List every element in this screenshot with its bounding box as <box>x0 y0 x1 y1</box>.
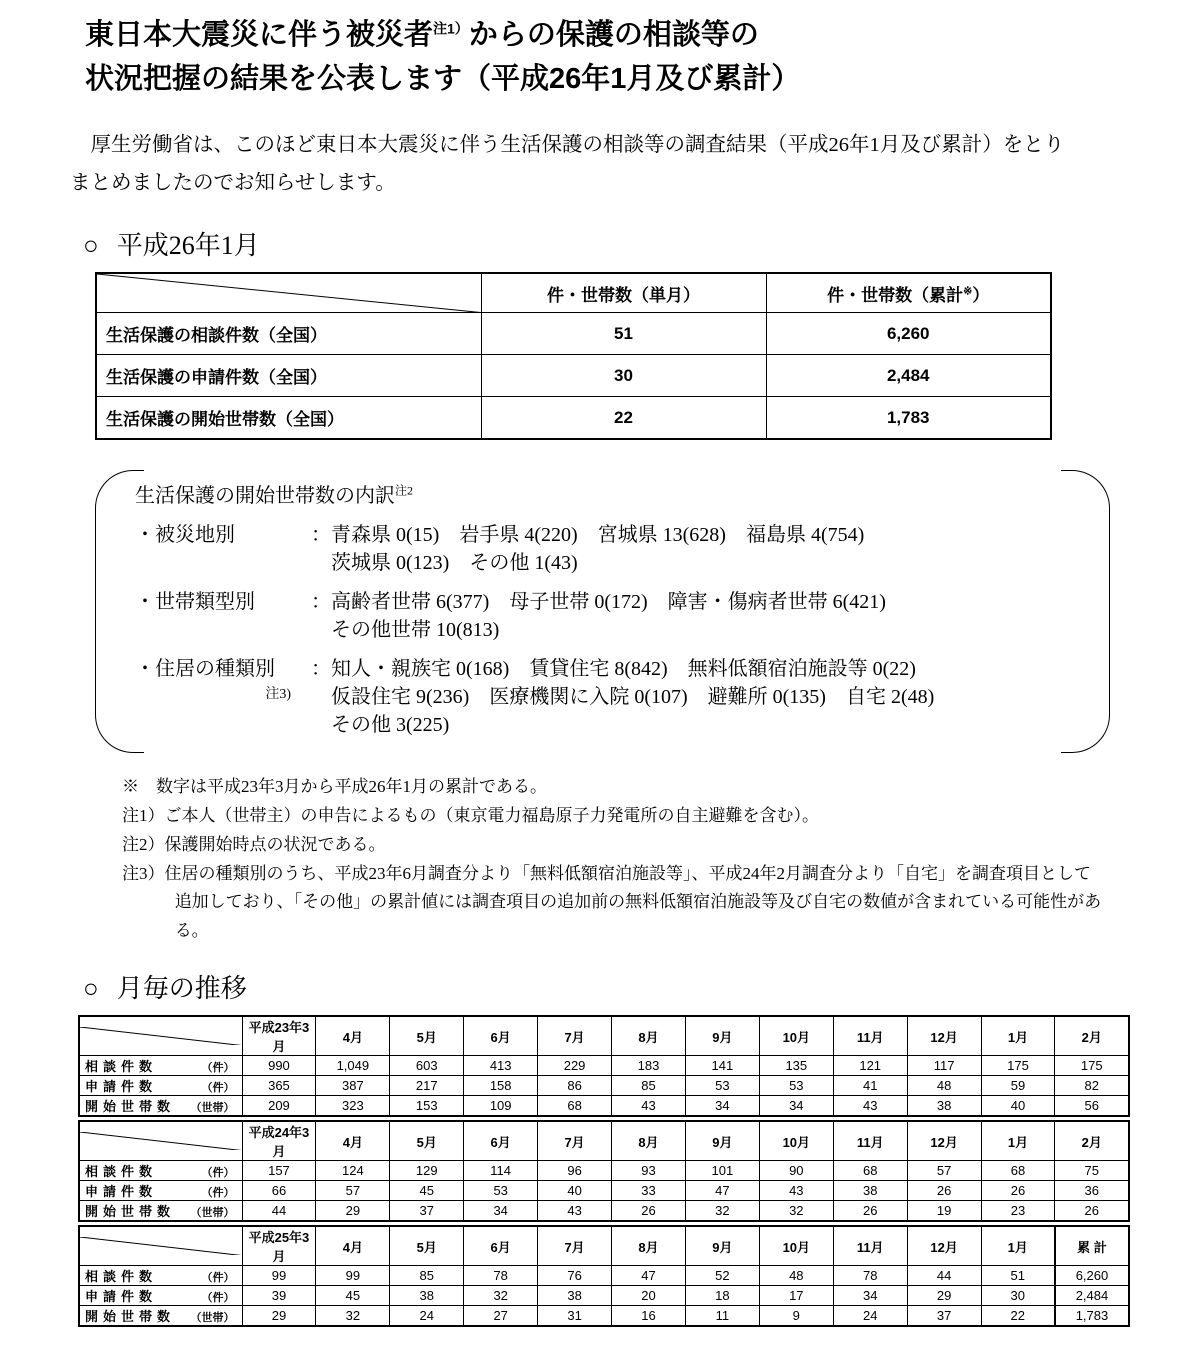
footnote-marker: 注2） <box>122 834 165 854</box>
diagonal-line-icon <box>80 1132 242 1151</box>
monthly-value-cell: 26 <box>833 1201 907 1222</box>
monthly-value-cell: 124 <box>316 1161 390 1181</box>
monthly-value-cell: 114 <box>464 1161 538 1181</box>
footnote-1 <box>122 802 1107 831</box>
monthly-value-cell: 48 <box>759 1266 833 1286</box>
monthly-value-cell: 57 <box>316 1181 390 1201</box>
monthly-data-row <box>79 1161 1129 1181</box>
monthly-value-cell: 66 <box>242 1181 316 1201</box>
monthly-data-row <box>79 1266 1129 1286</box>
monthly-value-cell: 26 <box>612 1201 686 1222</box>
monthly-data-row <box>79 1056 1129 1076</box>
monthly-header-row <box>79 1121 1129 1161</box>
month-column-header: 12月 <box>907 1016 981 1056</box>
row-label-text: 相談件数 <box>85 1059 158 1075</box>
row-unit-text: （世帯） <box>190 1312 235 1325</box>
breakdown-title-text: 生活保護の開始世帯数の内訳 <box>135 484 395 507</box>
row-label-text: 相談件数 <box>85 1269 158 1285</box>
monthly-value-cell: 99 <box>242 1266 316 1286</box>
breakdown-row-content <box>311 655 1036 739</box>
section-heading-monthly-trend <box>83 968 1130 1005</box>
monthly-value-cell: 209 <box>242 1096 316 1117</box>
month-column-header: 6月 <box>464 1121 538 1161</box>
row-label-text: 開始世帯数 <box>85 1309 176 1325</box>
row-label-text: 相談件数 <box>85 1164 158 1180</box>
monthly-value-cell: 603 <box>390 1056 464 1076</box>
footnote-marker: 注3） <box>122 863 165 883</box>
row-label-text: 申請件数 <box>85 1079 158 1095</box>
month-column-header: 11月 <box>833 1016 907 1056</box>
breakdown-line: その他 3(225) <box>331 713 450 736</box>
breakdown-note3-ref: 注3) <box>265 686 291 702</box>
breakdown-row-content <box>311 521 1036 577</box>
cumulative-note-ref: ※ <box>963 284 973 297</box>
monthly-row-label <box>79 1161 242 1181</box>
monthly-value-cell: 53 <box>464 1181 538 1201</box>
summary-table <box>95 272 1052 440</box>
title-line-1-pre: 東日本大震災に伴う被災者 <box>85 19 434 51</box>
monthly-data-row <box>79 1286 1129 1306</box>
month-column-header: 9月 <box>685 1226 759 1266</box>
monthly-value-cell: 45 <box>316 1286 390 1306</box>
monthly-value-cell: 76 <box>538 1266 612 1286</box>
monthly-value-cell: 117 <box>907 1056 981 1076</box>
monthly-value-cell: 45 <box>390 1181 464 1201</box>
summary-row-label: 生活保護の相談件数（全国） <box>96 313 481 355</box>
summary-monthly-value: 30 <box>481 355 766 397</box>
monthly-value-cell: 1,783 <box>1055 1306 1129 1327</box>
monthly-value-cell: 39 <box>242 1286 316 1306</box>
monthly-value-cell: 43 <box>612 1096 686 1117</box>
month-column-header: 5月 <box>390 1226 464 1266</box>
monthly-value-cell: 37 <box>907 1306 981 1327</box>
monthly-value-cell: 16 <box>612 1306 686 1327</box>
monthly-value-cell: 26 <box>981 1181 1055 1201</box>
monthly-value-cell: 33 <box>612 1181 686 1201</box>
monthly-value-cell: 413 <box>464 1056 538 1076</box>
monthly-data-row <box>79 1306 1129 1327</box>
monthly-value-cell: 129 <box>390 1161 464 1181</box>
section-heading-jan2014 <box>83 225 1130 262</box>
monthly-data-row <box>79 1181 1129 1201</box>
monthly-value-cell: 41 <box>833 1076 907 1096</box>
monthly-data-row <box>79 1096 1129 1117</box>
monthly-header-row <box>79 1226 1129 1266</box>
month-column-header: 5月 <box>390 1016 464 1056</box>
diagonal-header-cell <box>79 1121 242 1161</box>
monthly-value-cell: 44 <box>907 1266 981 1286</box>
monthly-value-cell: 78 <box>833 1266 907 1286</box>
monthly-value-cell: 24 <box>833 1306 907 1327</box>
monthly-value-cell: 51 <box>981 1266 1055 1286</box>
month-column-header: 2月 <box>1055 1016 1129 1056</box>
breakdown-row-label-text: ・住居の種類別 <box>135 657 275 680</box>
monthly-value-cell: 34 <box>759 1096 833 1117</box>
monthly-value-cell: 990 <box>242 1056 316 1076</box>
monthly-data-row <box>79 1201 1129 1222</box>
diagonal-line-icon <box>80 1027 242 1046</box>
monthly-value-cell: 38 <box>907 1096 981 1117</box>
footnote-asterisk <box>122 773 1107 802</box>
monthly-value-cell: 141 <box>685 1056 759 1076</box>
monthly-value-cell: 22 <box>981 1306 1055 1327</box>
monthly-table-2 <box>78 1120 1130 1222</box>
month-column-header: 10月 <box>759 1226 833 1266</box>
monthly-value-cell: 86 <box>538 1076 612 1096</box>
monthly-value-cell: 183 <box>612 1056 686 1076</box>
monthly-tables <box>78 1015 1130 1327</box>
summary-cumulative-value: 2,484 <box>766 355 1051 397</box>
section-heading-text: 月毎の推移 <box>116 974 247 1004</box>
monthly-value-cell: 109 <box>464 1096 538 1117</box>
monthly-value-cell: 11 <box>685 1306 759 1327</box>
monthly-value-cell: 48 <box>907 1076 981 1096</box>
monthly-value-cell: 26 <box>907 1181 981 1201</box>
monthly-row-label <box>79 1266 242 1286</box>
monthly-table-3 <box>78 1225 1130 1327</box>
month-column-header: 9月 <box>685 1016 759 1056</box>
month-column-header: 9月 <box>685 1121 759 1161</box>
footnote-marker: ※ <box>122 776 139 796</box>
summary-row-label: 生活保護の開始世帯数（全国） <box>96 397 481 439</box>
breakdown-row-label <box>135 655 311 739</box>
row-label-text: 開始世帯数 <box>85 1099 176 1115</box>
monthly-value-cell: 6,260 <box>1055 1266 1129 1286</box>
monthly-value-cell: 158 <box>464 1076 538 1096</box>
monthly-value-cell: 82 <box>1055 1076 1129 1096</box>
monthly-value-cell: 32 <box>316 1306 390 1327</box>
diagonal-line-icon <box>80 1237 242 1256</box>
monthly-value-cell: 32 <box>464 1286 538 1306</box>
monthly-value-cell: 99 <box>316 1266 390 1286</box>
monthly-value-cell: 68 <box>538 1096 612 1117</box>
monthly-value-cell: 32 <box>759 1201 833 1222</box>
summary-row-consultations <box>96 313 1051 355</box>
page-title <box>85 14 1130 101</box>
monthly-value-cell: 37 <box>390 1201 464 1222</box>
footnote-marker: 注1） <box>122 805 165 825</box>
monthly-value-cell: 9 <box>759 1306 833 1327</box>
monthly-value-cell: 75 <box>1055 1161 1129 1181</box>
monthly-value-cell: 31 <box>538 1306 612 1327</box>
monthly-value-cell: 93 <box>612 1161 686 1181</box>
monthly-value-cell: 365 <box>242 1076 316 1096</box>
breakdown-row-content <box>311 588 1036 644</box>
row-unit-text: （世帯） <box>190 1102 235 1115</box>
monthly-value-cell: 53 <box>759 1076 833 1096</box>
monthly-value-cell: 68 <box>981 1161 1055 1181</box>
month-column-header: 10月 <box>759 1121 833 1161</box>
monthly-row-label <box>79 1096 242 1117</box>
row-label-text: 申請件数 <box>85 1289 158 1305</box>
title-line-2: 状況把握の結果を公表します（平成26年1月及び累計） <box>85 62 801 95</box>
monthly-value-cell: 85 <box>612 1076 686 1096</box>
summary-row-applications <box>96 355 1051 397</box>
monthly-value-cell: 34 <box>464 1201 538 1222</box>
breakdown-line: 仮設住宅 9(236) 医療機関に入院 0(107) 避難所 0(135) 自宅 2(48) <box>331 685 935 708</box>
footnote-3 <box>122 860 1107 947</box>
row-label-text: 開始世帯数 <box>85 1204 176 1220</box>
monthly-row-label <box>79 1286 242 1306</box>
title-note1-ref: 注1） <box>433 20 469 37</box>
breakdown-line: その他世帯 10(813) <box>331 618 500 641</box>
monthly-value-cell: 157 <box>242 1161 316 1181</box>
monthly-data-row <box>79 1076 1129 1096</box>
month-column-header: 10月 <box>759 1016 833 1056</box>
breakdown-note2-ref: 注2 <box>395 483 414 498</box>
summary-monthly-value: 51 <box>481 313 766 355</box>
monthly-value-cell: 26 <box>1055 1201 1129 1222</box>
monthly-value-cell: 44 <box>242 1201 316 1222</box>
monthly-value-cell: 323 <box>316 1096 390 1117</box>
monthly-value-cell: 29 <box>907 1286 981 1306</box>
summary-row-label: 生活保護の申請件数（全国） <box>96 355 481 397</box>
month-column-header: 4月 <box>316 1226 390 1266</box>
monthly-value-cell: 153 <box>390 1096 464 1117</box>
monthly-value-cell: 36 <box>1055 1181 1129 1201</box>
month-column-header: 1月 <box>981 1016 1055 1056</box>
title-line-1 <box>85 14 1130 58</box>
monthly-value-cell: 56 <box>1055 1096 1129 1117</box>
row-unit-text: （件） <box>201 1062 235 1075</box>
monthly-value-cell: 43 <box>538 1201 612 1222</box>
monthly-value-cell: 40 <box>538 1181 612 1201</box>
summary-cumulative-value: 6,260 <box>766 313 1051 355</box>
month-column-header: 12月 <box>907 1226 981 1266</box>
section-heading-text: 平成26年1月 <box>116 230 260 260</box>
breakdown-line: 茨城県 0(123) その他 1(43) <box>331 551 578 574</box>
month-column-header: 平成24年3月 <box>242 1121 316 1161</box>
summary-row-started-households <box>96 397 1051 439</box>
cumulative-header-pre: 件・世帯数（累計 <box>827 285 964 305</box>
monthly-value-cell: 57 <box>907 1161 981 1181</box>
month-column-header: 1月 <box>981 1226 1055 1266</box>
month-column-header: 1月 <box>981 1121 1055 1161</box>
monthly-value-cell: 34 <box>833 1286 907 1306</box>
breakdown-row-label: ・世帯類型別 <box>135 590 255 613</box>
row-unit-text: （件） <box>201 1292 235 1305</box>
monthly-value-cell: 121 <box>833 1056 907 1076</box>
section-circle-marker: ○ <box>83 974 99 1004</box>
monthly-value-cell: 43 <box>833 1096 907 1117</box>
diagonal-header-cell <box>79 1226 242 1266</box>
footnote-2 <box>122 831 1107 860</box>
diagonal-header-cell <box>96 273 481 313</box>
breakdown-title <box>135 482 1036 510</box>
monthly-row-label <box>79 1181 242 1201</box>
row-unit-text: （件） <box>201 1272 235 1285</box>
row-unit-text: （件） <box>201 1187 235 1200</box>
intro-paragraph: 厚生労働省は、このほど東日本大震災に伴う生活保護の相談等の調査結果（平成26年1月及び累計）をとりまとめましたのでお知らせします。 <box>70 134 1065 194</box>
monthly-value-cell: 59 <box>981 1076 1055 1096</box>
breakdown-box <box>95 470 1110 753</box>
monthly-value-cell: 20 <box>612 1286 686 1306</box>
monthly-row-label <box>79 1056 242 1076</box>
monthly-value-cell: 175 <box>1055 1056 1129 1076</box>
month-column-header: 8月 <box>612 1226 686 1266</box>
summary-cumulative-value: 1,783 <box>766 397 1051 439</box>
monthly-value-cell: 78 <box>464 1266 538 1286</box>
monthly-value-cell: 17 <box>759 1286 833 1306</box>
breakdown-row-household-type <box>135 588 1036 644</box>
monthly-value-cell: 47 <box>612 1266 686 1286</box>
section-circle-marker: ○ <box>83 230 99 260</box>
summary-col-header-monthly: 件・世帯数（単月） <box>481 273 766 313</box>
monthly-value-cell: 85 <box>390 1266 464 1286</box>
footnote-text: ご本人（世帯主）の申告によるもの（東京電力福島原子力発電所の自主避難を含む）。 <box>164 805 819 825</box>
month-column-header: 4月 <box>316 1121 390 1161</box>
monthly-value-cell: 19 <box>907 1201 981 1222</box>
month-column-header: 6月 <box>464 1226 538 1266</box>
month-column-header: 8月 <box>612 1121 686 1161</box>
summary-col-header-cumulative <box>766 273 1051 313</box>
cumulative-header-post: ） <box>972 285 990 305</box>
monthly-value-cell: 43 <box>759 1181 833 1201</box>
footnote-text: 数字は平成23年3月から平成26年1月の累計である。 <box>139 776 547 796</box>
monthly-value-cell: 18 <box>685 1286 759 1306</box>
monthly-value-cell: 38 <box>833 1181 907 1201</box>
monthly-value-cell: 47 <box>685 1181 759 1201</box>
monthly-value-cell: 29 <box>242 1306 316 1327</box>
monthly-value-cell: 52 <box>685 1266 759 1286</box>
monthly-value-cell: 23 <box>981 1201 1055 1222</box>
month-column-header: 8月 <box>612 1016 686 1056</box>
monthly-value-cell: 217 <box>390 1076 464 1096</box>
row-unit-text: （件） <box>201 1167 235 1180</box>
monthly-value-cell: 30 <box>981 1286 1055 1306</box>
row-unit-text: （世帯） <box>190 1207 235 1220</box>
monthly-value-cell: 34 <box>685 1096 759 1117</box>
monthly-value-cell: 90 <box>759 1161 833 1181</box>
footnotes <box>122 773 1107 946</box>
title-line-1-post: からの保護の相談等の <box>468 19 759 51</box>
month-column-header: 11月 <box>833 1226 907 1266</box>
footnote-text: 保護開始時点の状況である。 <box>164 834 386 854</box>
monthly-value-cell: 29 <box>316 1201 390 1222</box>
monthly-value-cell: 387 <box>316 1076 390 1096</box>
month-column-header: 5月 <box>390 1121 464 1161</box>
monthly-header-row <box>79 1016 1129 1056</box>
monthly-value-cell: 32 <box>685 1201 759 1222</box>
monthly-value-cell: 229 <box>538 1056 612 1076</box>
monthly-table-1 <box>78 1015 1130 1117</box>
monthly-value-cell: 53 <box>685 1076 759 1096</box>
breakdown-line: ：青森県 0(15) 岩手県 4(220) 宮城県 13(628) 福島県 4(754) <box>311 523 865 546</box>
monthly-value-cell: 27 <box>464 1306 538 1327</box>
monthly-value-cell: 101 <box>685 1161 759 1181</box>
breakdown-row-residence-type <box>135 655 1036 739</box>
month-column-header: 7月 <box>538 1226 612 1266</box>
monthly-value-cell: 38 <box>390 1286 464 1306</box>
month-column-header: 累 計 <box>1055 1226 1129 1266</box>
row-label-text: 申請件数 <box>85 1184 158 1200</box>
monthly-value-cell: 135 <box>759 1056 833 1076</box>
month-column-header: 平成23年3月 <box>242 1016 316 1056</box>
monthly-value-cell: 40 <box>981 1096 1055 1117</box>
monthly-row-label <box>79 1201 242 1222</box>
monthly-value-cell: 1,049 <box>316 1056 390 1076</box>
monthly-value-cell: 38 <box>538 1286 612 1306</box>
breakdown-row-label: ・被災地別 <box>135 523 235 546</box>
row-unit-text: （件） <box>201 1082 235 1095</box>
footnote-text: 住居の種類別のうち、平成23年6月調査分より「無料低額宿泊施設等」、平成24年2月調査分より「自宅」を調査項目として追加しており、「その他」の累計値には調査項目の追加前の無料低額宿泊施設等及び自宅の数値が含まれている可能性がある。 <box>164 863 1102 941</box>
monthly-value-cell: 68 <box>833 1161 907 1181</box>
monthly-value-cell: 24 <box>390 1306 464 1327</box>
month-column-header: 11月 <box>833 1121 907 1161</box>
breakdown-line: ：高齢者世帯 6(377) 母子世帯 0(172) 障害・傷病者世帯 6(421) <box>311 590 886 613</box>
diagonal-header-cell <box>79 1016 242 1056</box>
monthly-row-label <box>79 1076 242 1096</box>
month-column-header: 7月 <box>538 1016 612 1056</box>
month-column-header: 7月 <box>538 1121 612 1161</box>
month-column-header: 6月 <box>464 1016 538 1056</box>
monthly-value-cell: 175 <box>981 1056 1055 1076</box>
summary-header-row <box>96 273 1051 313</box>
breakdown-row-region <box>135 521 1036 577</box>
month-column-header: 2月 <box>1055 1121 1129 1161</box>
month-column-header: 平成25年3月 <box>242 1226 316 1266</box>
monthly-row-label <box>79 1306 242 1327</box>
monthly-value-cell: 96 <box>538 1161 612 1181</box>
month-column-header: 4月 <box>316 1016 390 1056</box>
diagonal-line-icon <box>97 274 481 313</box>
monthly-value-cell: 2,484 <box>1055 1286 1129 1306</box>
month-column-header: 12月 <box>907 1121 981 1161</box>
summary-monthly-value: 22 <box>481 397 766 439</box>
breakdown-line: ：知人・親族宅 0(168) 賃貸住宅 8(842) 無料低額宿泊施設等 0(22) <box>311 657 916 680</box>
